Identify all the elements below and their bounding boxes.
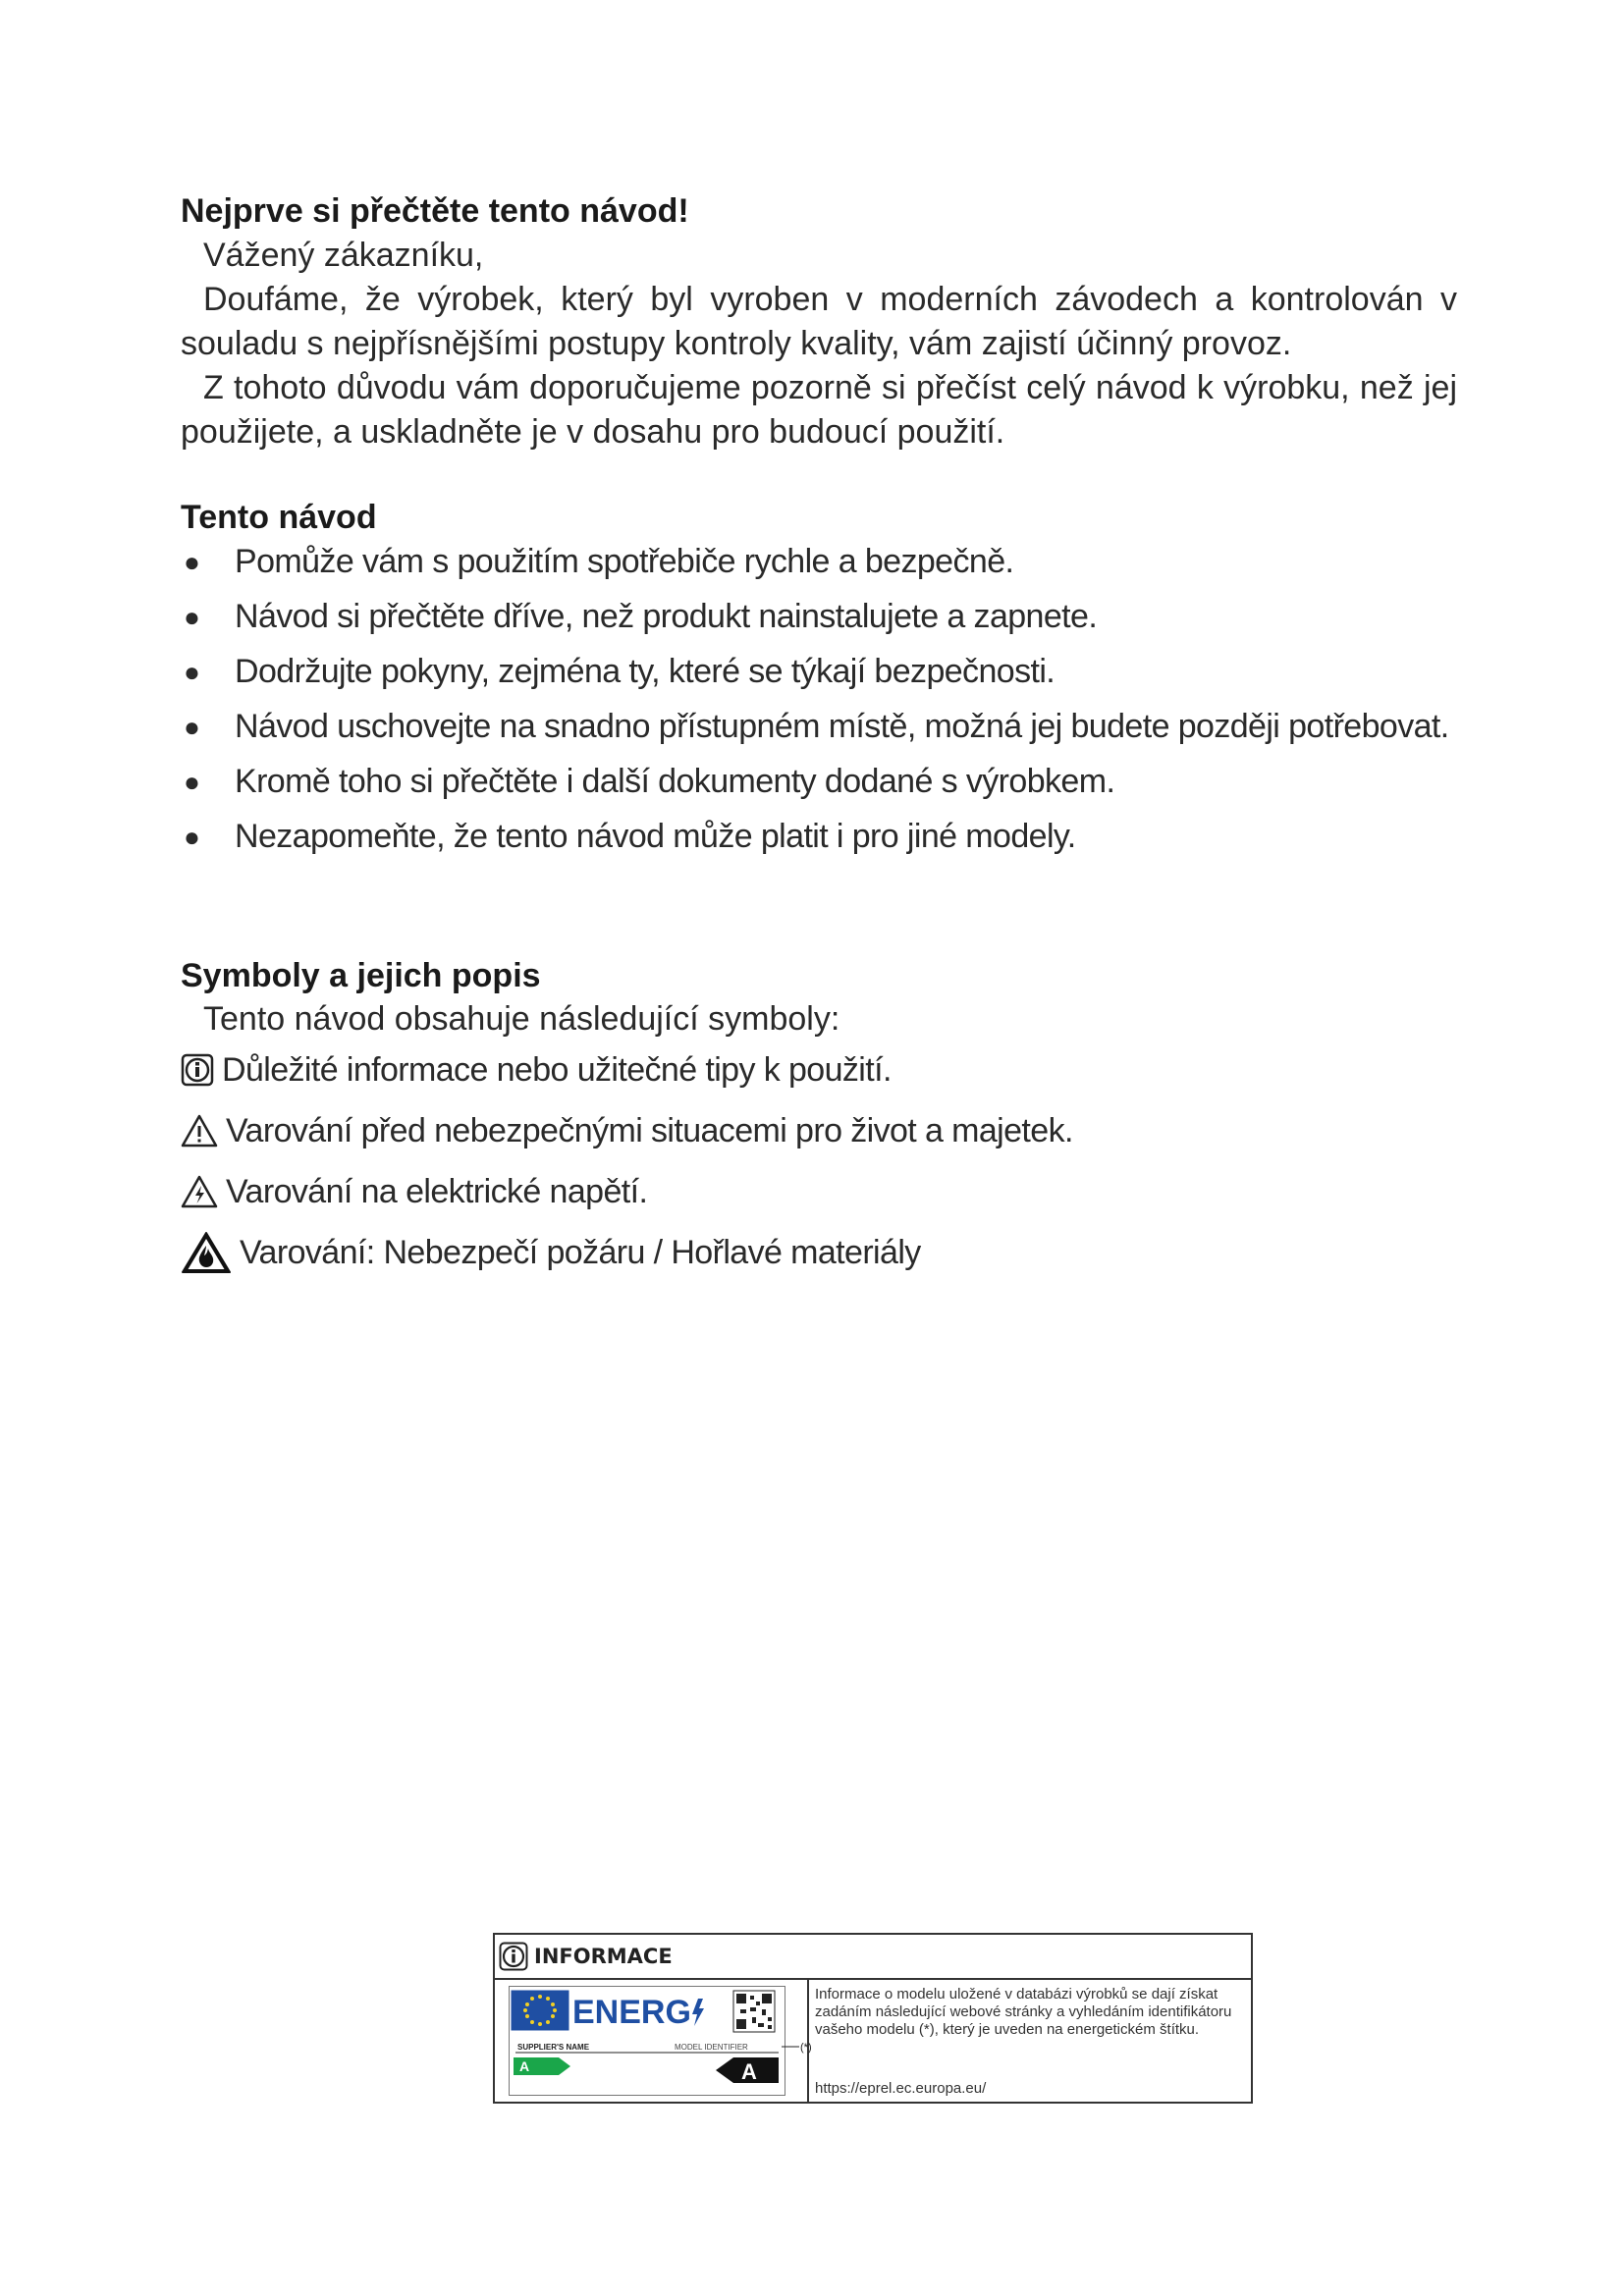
warning-icon	[181, 1114, 218, 1148]
list-item: ● Návod si přečtěte dříve, než produkt nainstalujete a zapnete.	[184, 598, 1098, 635]
info-circle-icon	[499, 1942, 528, 1971]
electric-warning-icon	[181, 1175, 218, 1208]
manual-title: Tento návod	[181, 499, 377, 536]
list-item: ● Návod uschovejte na snadno přístupném místě, možná jej budete později potřebovat.	[184, 708, 1449, 745]
information-box	[493, 1933, 1253, 2104]
manual-bullet-list	[181, 540, 1457, 870]
energy-label	[509, 1986, 785, 2096]
list-item: ● Pomůže vám s použitím spotřebiče rychle a bezpečně.	[184, 543, 1014, 580]
symbol-row-electric	[181, 1172, 647, 1211]
intro-paragraph-2: Z tohoto důvodu vám doporučujeme pozorně si přečíst celý návod k výrobku, než jej použijete, a uskladněte je v dosahu pro budoucí použití.	[181, 369, 1457, 451]
symbol-row-info	[181, 1050, 892, 1090]
symbol-row-warning	[181, 1111, 1073, 1150]
list-item: ● Kromě toho si přečtěte i další dokumenty dodané s výrobkem.	[184, 763, 1115, 800]
symbols-title: Symboly a jejich popis	[181, 957, 541, 994]
information-title: INFORMACE	[534, 1945, 673, 1968]
intro-title: Nejprve si přečtěte tento návod!	[181, 192, 689, 230]
energy-word: ENERG	[572, 1994, 691, 2031]
symbol-text: Varování na elektrické napětí.	[226, 1173, 648, 1210]
symbol-text: Varování: Nebezpečí požáru / Hořlavé materiály	[240, 1234, 921, 1271]
eprel-link[interactable]: https://eprel.ec.europa.eu/	[815, 2080, 987, 2097]
symbol-text: Varování před nebezpečnými situacemi pro život a majetek.	[226, 1112, 1073, 1149]
model-marker: (*)	[800, 2042, 812, 2054]
symbol-text: Důležité informace nebo užitečné tipy k použití.	[222, 1051, 892, 1089]
list-item: ● Nezapomeňte, že tento návod může platit i pro jiné modely.	[184, 818, 1076, 855]
model-identifier: MODEL IDENTIFIER	[675, 2043, 748, 2052]
symbols-intro: Tento návod obsahuje následující symboly:	[203, 1000, 840, 1038]
list-item: ● Dodržujte pokyny, zejména ty, které se týkají bezpečnosti.	[184, 653, 1056, 690]
energy-class-small: A	[519, 2058, 530, 2074]
supplier-name: SUPPLIER'S NAME	[517, 2043, 590, 2052]
salutation: Vážený zákazníku,	[203, 237, 484, 274]
fire-warning-icon	[181, 1231, 232, 1274]
model-pointer	[782, 2037, 821, 2056]
energy-class-big: A	[741, 2059, 757, 2084]
info-icon	[181, 1053, 214, 1087]
information-text: Informace o modelu uložené v databázi výrobků se dají získat zadáním následující webové stránky a vyhledáním identifikátoru vašeho modelu (*), který je uveden na energetickém štítku.	[815, 1986, 1232, 2038]
qr-code-icon	[733, 1991, 775, 2032]
energy-bolt-icon	[692, 1999, 704, 2026]
information-header	[495, 1935, 1251, 1980]
energy-label-area	[495, 1978, 812, 2102]
energy-label-graphic	[510, 1987, 785, 2095]
intro-paragraph-1: Doufáme, že výrobek, který byl vyroben v moderních závodech a kontrolován v souladu s nejpřísnějšími postupy kontroly kvality, vám zajistí účinný provoz.	[181, 281, 1457, 362]
symbol-row-fire	[181, 1231, 921, 1274]
